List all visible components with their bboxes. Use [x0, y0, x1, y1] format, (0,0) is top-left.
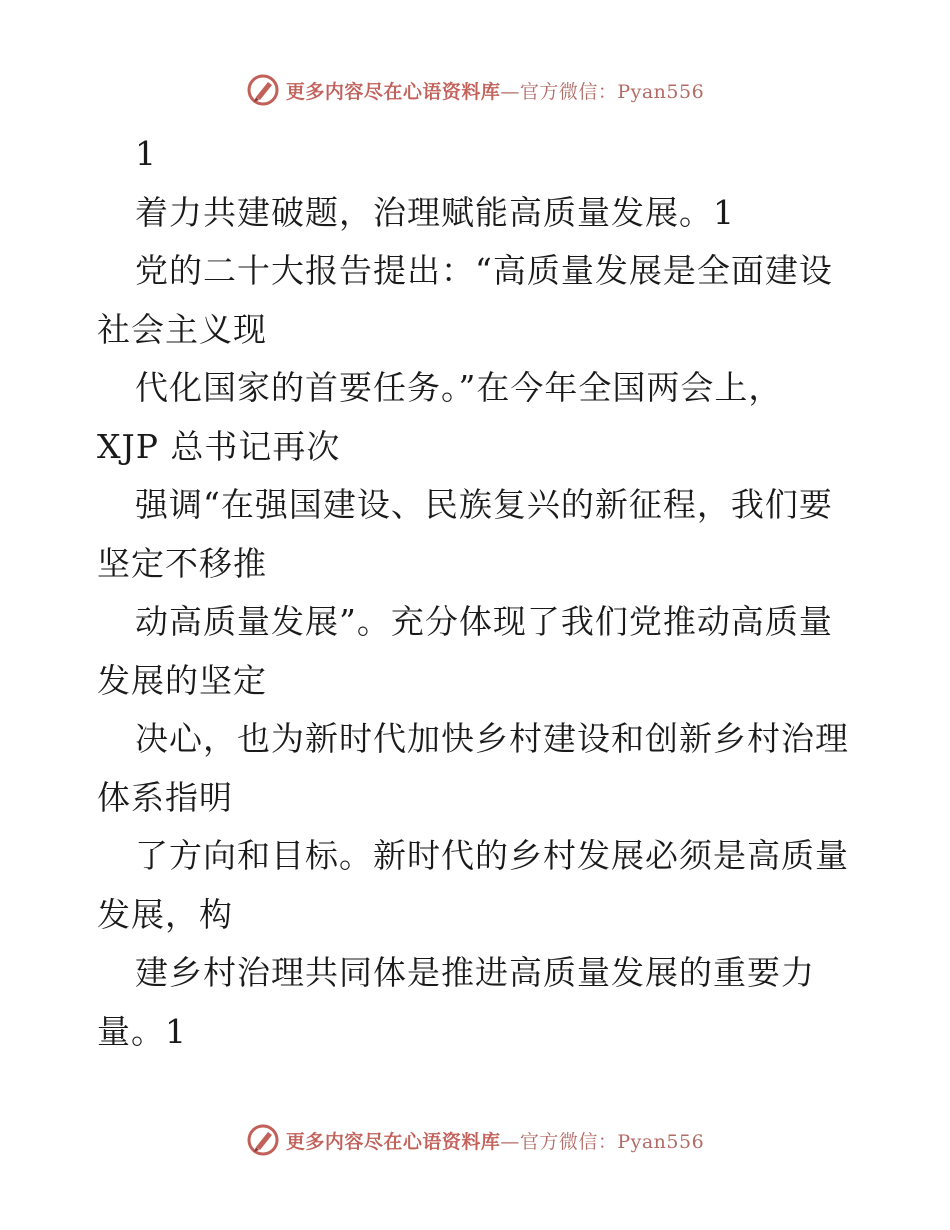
text-line: 建乡村治理共同体是推进高质量发展的重要力 — [135, 953, 815, 992]
text-line: 强调“在强国建设、民族复兴的新征程，我们要 — [135, 485, 833, 524]
text-line: 社会主义现 — [97, 309, 267, 349]
text-line: 动高质量发展”。充分体现了我们党推动高质量 — [135, 602, 833, 641]
header-watermark — [0, 70, 950, 110]
text-line: 了方向和目标。新时代的乡村发展必须是高质量 — [135, 836, 849, 875]
text-line: 量。1 — [97, 1011, 187, 1051]
text-line: 决心，也为新时代加快乡村建设和创新乡村治理 — [135, 719, 849, 758]
text-line: XJP 总书记再次 — [97, 426, 341, 466]
footer-watermark — [0, 1120, 950, 1160]
watermark-text: 更多内容尽在心语资料库—官方微信：Pyan556 — [285, 1130, 705, 1153]
document-body — [97, 125, 857, 1061]
text-line: 坚定不移推 — [97, 543, 267, 583]
pen-circle-logo-icon — [246, 73, 280, 107]
text-line: 发展，构 — [97, 894, 233, 934]
watermark-text: 更多内容尽在心语资料库—官方微信：Pyan556 — [285, 80, 705, 103]
text-line: 代化国家的首要任务。”在今年全国两会上， — [135, 368, 783, 407]
text-line: 体系指明 — [97, 777, 233, 817]
text-line: 1 — [135, 134, 157, 173]
text-line: 发展的坚定 — [97, 660, 267, 700]
text-line: 党的二十大报告提出：“高质量发展是全面建设 — [135, 251, 833, 290]
pen-circle-logo-icon — [246, 1123, 280, 1157]
text-line: 着力共建破题，治理赋能高质量发展。1 — [135, 192, 735, 232]
